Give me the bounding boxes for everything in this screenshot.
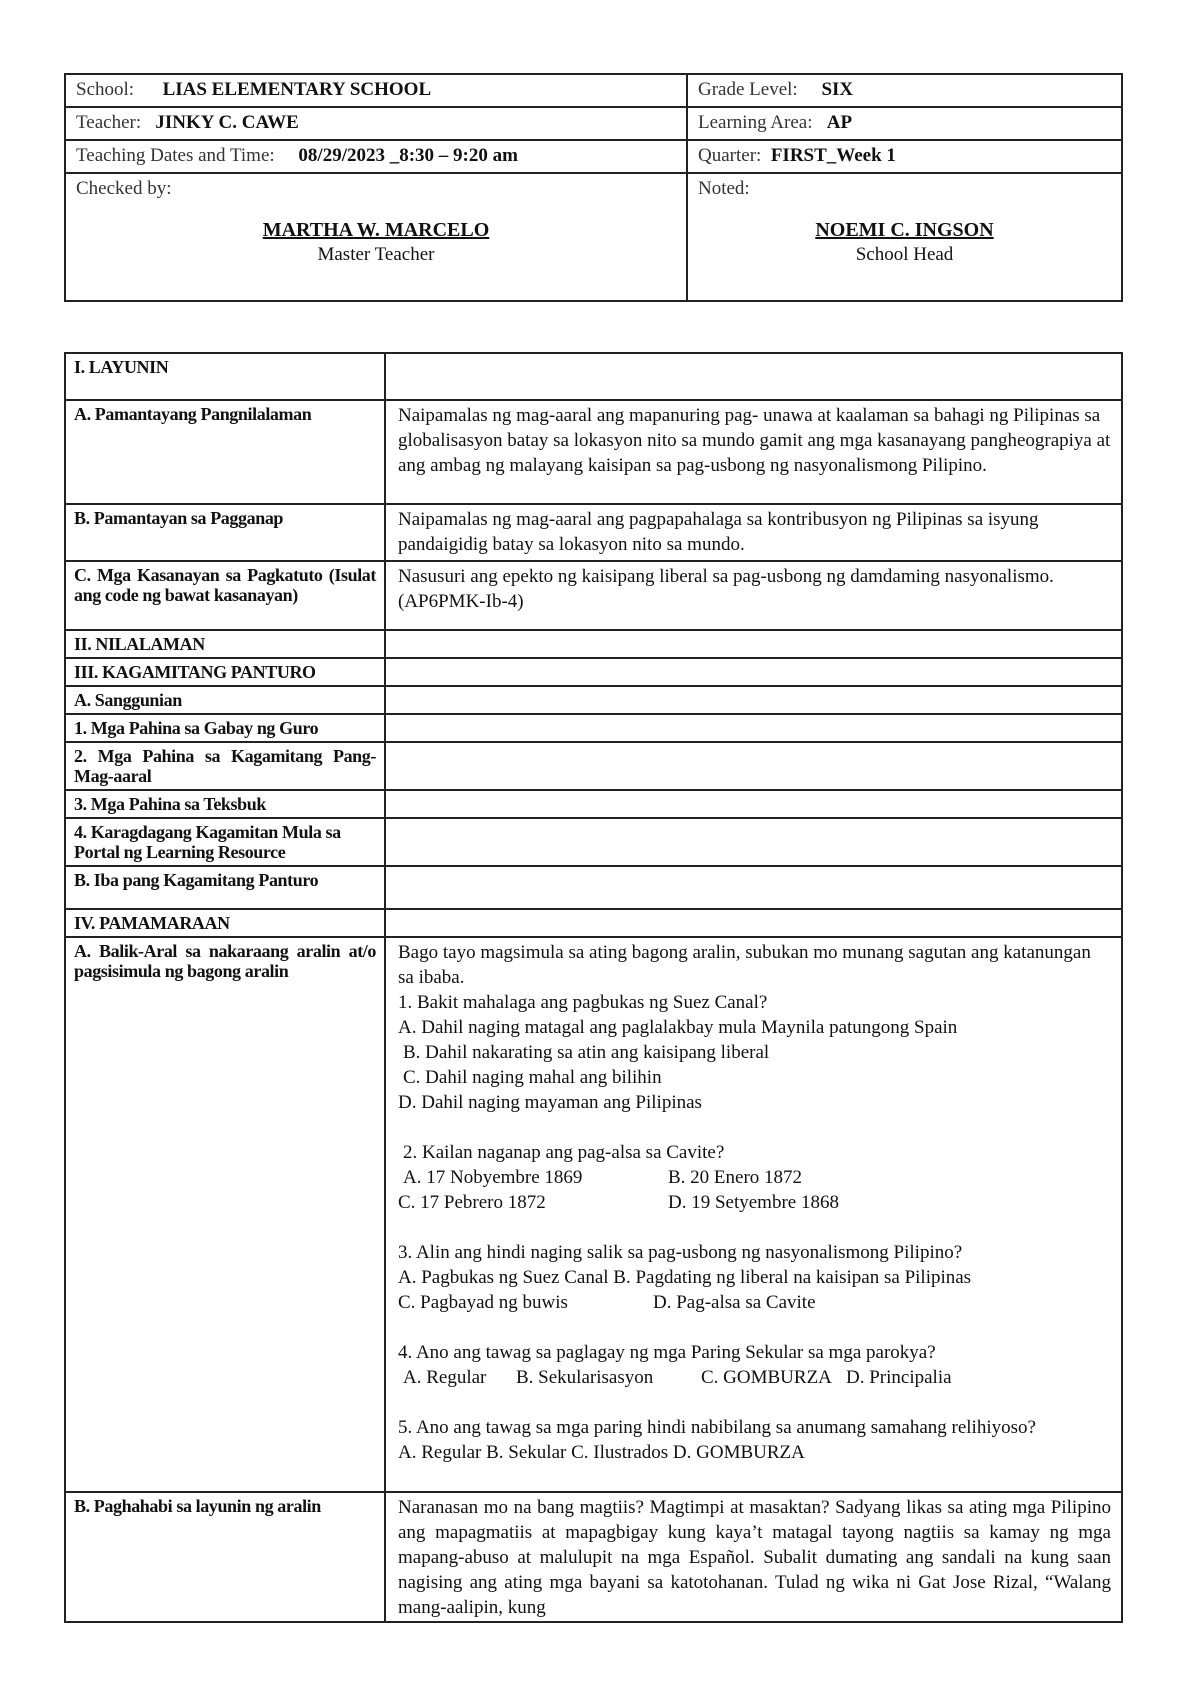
question-4-option-c: C. GOMBURZA [701,1367,832,1388]
school-label: School: [76,79,135,100]
area-value: AP [826,112,853,133]
table-row [65,561,1122,630]
question-2-option-a: A. 17 Nobyembre 1869 [403,1167,583,1188]
teacher-cell [65,107,687,140]
table-row [65,866,1122,909]
paghahabi-text: Naranasan mo na bang magtiis? Magtimpi at masaktan? Sadyang likas sa ating mga Pilipino ang mapagmatiis at mapagbigay kung kaya’t matagal tayong nagtiis sa kamay ng mga mapang-abuso at malulupit na mga Español. Subalit dumating ang sandali na kung saan nagising ang ating mga bayani sa katotohanan. Tulad ng wika ni Gat Jose Rizal, “Walang mang-aalipin, kung [385,1492,1122,1622]
table-row [65,400,1122,504]
kagamitang-mag-aaral-label: 2. Mga Pahina sa Kagamitang Pang- Mag-aaral [65,742,385,790]
question-4-option-d: D. Principalia [846,1367,952,1388]
question-2-option-c: C. 17 Pebrero 1872 [398,1192,546,1213]
table-row [65,937,1122,1492]
table-row [65,353,1122,400]
question-3: 3. Alin ang hindi naging salik sa pag-usbong ng nasyonalismong Pilipino? [398,1242,963,1263]
empty-cell [385,686,1122,714]
lesson-table [64,352,1123,1623]
empty-cell [385,909,1122,937]
table-row [65,504,1122,561]
balik-aral-label: A. Balik-Aral sa nakaraang aralin at/o pagsisimula ng bagong aralin [65,937,385,1492]
empty-cell [385,790,1122,818]
table-row [65,714,1122,742]
question-1-option-a: A. Dahil naging matagal ang paglalakbay mula Maynila patungong Spain [398,1017,958,1038]
checked-by-name: MARTHA W. MARCELO [262,219,490,241]
empty-cell [385,658,1122,686]
question-2: 2. Kailan naganap ang pag-alsa sa Cavite? [403,1142,725,1163]
quarter-cell [687,140,1122,173]
dates-cell [65,140,687,173]
teksbuk-label: 3. Mga Pahina sa Teksbuk [65,790,385,818]
question-2-options-row-1 [398,1165,1111,1190]
iba-pang-kagamitan-label: B. Iba pang Kagamitang Panturo [65,866,385,909]
dates-label: Teaching Dates and Time: [76,145,275,166]
question-3-option-d: D. Pag-alsa sa Cavite [653,1292,816,1313]
teacher-label: Teacher: [76,112,142,133]
school-cell [65,74,687,107]
quarter-value: FIRST_Week 1 [770,145,896,166]
grade-cell [687,74,1122,107]
teacher-name: JINKY C. CAWE [155,112,299,133]
header-table [64,73,1123,302]
table-row [65,630,1122,658]
checked-by-cell [65,173,687,301]
question-5-options: A. Regular B. Sekular C. Ilustrados D. GOMBURZA [398,1442,805,1463]
quarter-label: Quarter: [698,145,762,166]
balik-aral-intro: Bago tayo magsimula sa ating bagong aralin, subukan mo munang sagutan ang katanungan sa ibaba. [398,942,1091,988]
question-3-options-row-2 [398,1290,1111,1315]
kasanayan-text: Nasusuri ang epekto ng kaisipang liberal sa pag-usbong ng damdaming nasyonalismo. (AP6PMK-Ib-4) [385,561,1122,630]
question-4-option-a: A. Regular [403,1367,487,1388]
empty-cell [385,714,1122,742]
area-cell [687,107,1122,140]
noted-cell [687,173,1122,301]
question-4-options [398,1365,1111,1390]
table-row [65,818,1122,866]
question-2-option-b: B. 20 Enero 1872 [668,1167,803,1188]
question-2-options-row-2 [398,1190,1111,1215]
checked-by-role: Master Teacher [317,244,435,265]
area-label: Learning Area: [698,112,813,133]
table-row [65,742,1122,790]
empty-cell [385,742,1122,790]
pamantayang-pangnilalaman-text: Naipamalas ng mag-aaral ang mapanuring pag- unawa at kaalaman sa bahagi ng Pilipinas sa globalisasyon batay sa lokasyon nito sa mundo gamit ang mga kasanayang pangheograpiya at ang ambag ng malayang kaisipan sa pag-usbong ng nasyonalismong Pilipino. [385,400,1122,504]
pamamaraan-heading: IV. PAMAMARAAN [65,909,385,937]
dates-value: 08/29/2023 _8:30 – 9:20 am [298,145,518,166]
table-row [65,686,1122,714]
table-row [65,1492,1122,1622]
empty-cell [385,866,1122,909]
empty-cell [385,630,1122,658]
empty-cell [385,818,1122,866]
noted-name: NOEMI C. INGSON [815,219,994,241]
kasanayan-label: C. Mga Kasanayan sa Pagkatuto (Isulat ang code ng bawat kasanayan) [65,561,385,630]
noted-role: School Head [855,244,954,265]
kagamitang-panturo-heading: III. KAGAMITANG PANTURO [65,658,385,686]
noted-signature [698,217,1111,267]
karagdagang-kagamitan-label: 4. Karagdagang Kagamitan Mula sa Portal ng Learning Resource [65,818,385,866]
pamantayang-pangnilalaman-label: A. Pamantayang Pangnilalaman [65,400,385,504]
noted-label: Noted: [698,178,750,199]
balik-aral-content [385,937,1122,1492]
checked-by-label: Checked by: [76,178,172,199]
pamantayan-sa-pagganap-text: Naipamalas ng mag-aaral ang pagpapahalaga sa kontribusyon ng Pilipinas sa isyung pandaigidig batay sa lokasyon nito sa mundo. [385,504,1122,561]
empty-cell [385,353,1122,400]
question-1-option-c: C. Dahil naging mahal ang bilihin [403,1067,662,1088]
grade-label: Grade Level: [698,79,798,100]
school-name: LIAS ELEMENTARY SCHOOL [162,79,432,100]
question-4-option-b: B. Sekularisasyon [516,1367,654,1388]
question-1-option-b: B. Dahil nakarating sa atin ang kaisipang liberal [403,1042,770,1063]
paghahabi-label: B. Paghahabi sa layunin ng aralin [65,1492,385,1622]
gabay-ng-guro-label: 1. Mga Pahina sa Gabay ng Guro [65,714,385,742]
question-5: 5. Ano ang tawag sa mga paring hindi nabibilang sa anumang samahang relihiyoso? [398,1417,1036,1438]
table-row [65,790,1122,818]
question-4: 4. Ano ang tawag sa paglagay ng mga Paring Sekular sa mga parokya? [398,1342,936,1363]
pamantayan-sa-pagganap-label: B. Pamantayan sa Pagganap [65,504,385,561]
table-row [65,909,1122,937]
question-3-option-c: C. Pagbayad ng buwis [398,1292,568,1313]
question-3-options-ab: A. Pagbukas ng Suez Canal B. Pagdating ng liberal na kaisipan sa Pilipinas [398,1267,972,1288]
grade-value: SIX [821,79,854,100]
question-1: 1. Bakit mahalaga ang pagbukas ng Suez Canal? [398,992,768,1013]
sanggunian-label: A. Sanggunian [65,686,385,714]
checked-by-signature [76,217,676,267]
nilalaman-heading: II. NILALAMAN [65,630,385,658]
question-1-option-d: D. Dahil naging mayaman ang Pilipinas [398,1092,702,1113]
layunin-heading: I. LAYUNIN [65,353,385,400]
question-2-option-d: D. 19 Setyembre 1868 [668,1192,839,1213]
table-row [65,658,1122,686]
